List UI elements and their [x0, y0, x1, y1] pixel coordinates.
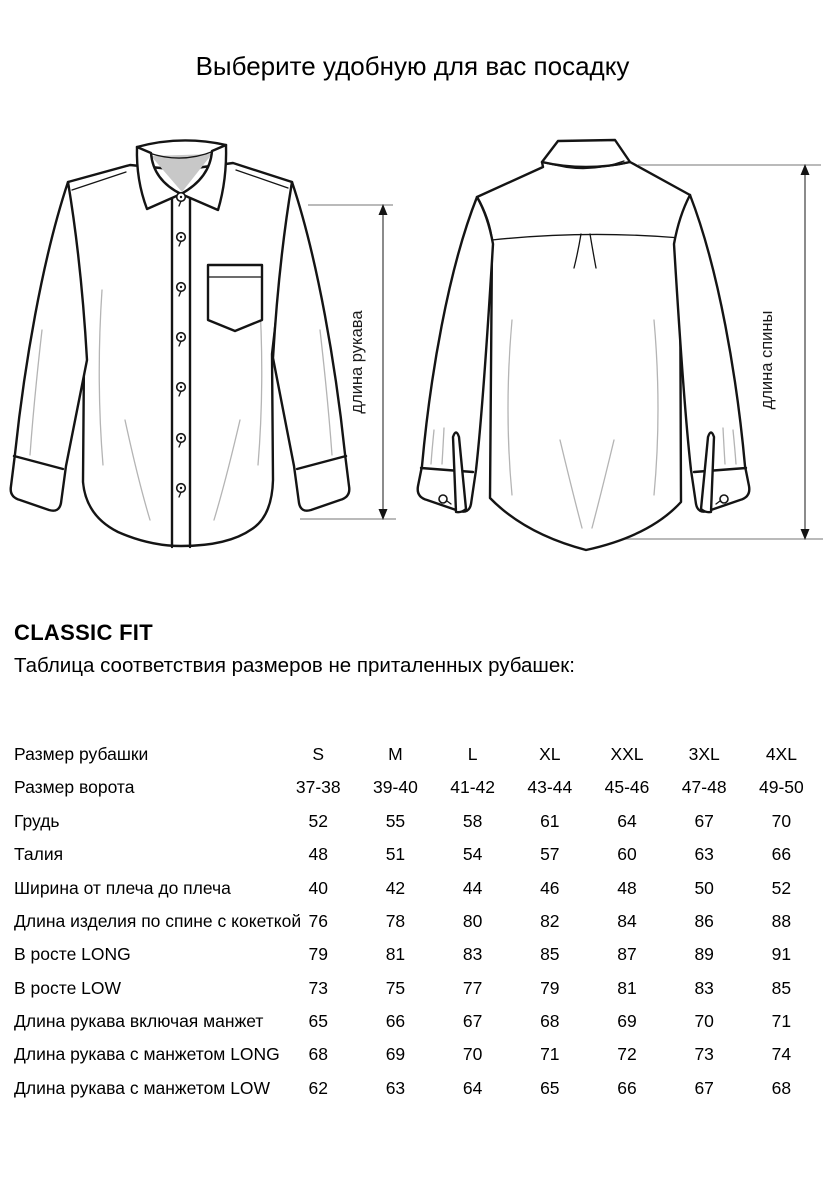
size-value: 68	[771, 1077, 792, 1098]
size-value: 87	[617, 944, 637, 965]
size-value: 81	[385, 944, 406, 965]
shirt-back-drawing	[400, 120, 825, 592]
size-value: 85	[771, 977, 792, 998]
row-label: Длина рукава с манжетом LOW	[14, 1077, 271, 1098]
size-value: 43-44	[527, 777, 573, 798]
size-value: 88	[771, 910, 792, 931]
size-value: 82	[540, 910, 560, 931]
shirt-drawings	[0, 120, 825, 592]
size-value: 40	[308, 877, 328, 898]
size-value: 69	[385, 1044, 406, 1065]
size-value: 3XL	[688, 743, 720, 764]
sleeve-length-label: длина рукава	[348, 310, 366, 414]
size-value: 85	[540, 944, 560, 965]
size-value: 67	[694, 1077, 714, 1098]
table-row	[14, 972, 820, 1005]
size-value: 66	[385, 1011, 406, 1032]
table-row	[14, 1072, 820, 1105]
table-row	[14, 938, 820, 971]
row-label: В росте LONG	[14, 944, 131, 965]
size-value: 78	[385, 910, 406, 931]
table-row	[14, 905, 820, 938]
back-length-label: длина спины	[758, 310, 776, 410]
size-value: 37-38	[295, 777, 341, 798]
front-chest-pocket	[208, 265, 262, 331]
table-row	[14, 771, 820, 804]
row-label: В росте LOW	[14, 977, 122, 998]
size-value: M	[388, 743, 403, 764]
row-label: Длина рукава с манжетом LONG	[14, 1044, 280, 1065]
size-table	[14, 738, 820, 1105]
size-value: 51	[385, 844, 406, 865]
size-value: 66	[617, 1077, 637, 1098]
size-value: 71	[540, 1044, 560, 1065]
size-value: 64	[462, 1077, 483, 1098]
table-row	[14, 872, 820, 905]
size-value: 52	[308, 810, 328, 831]
size-table-body	[14, 738, 820, 1105]
size-value: 70	[462, 1044, 483, 1065]
size-value: 68	[540, 1011, 560, 1032]
row-label: Длина рукава включая манжет	[14, 1011, 264, 1032]
size-value: S	[312, 743, 325, 764]
table-row	[14, 1039, 820, 1072]
size-value: L	[467, 743, 478, 764]
size-value: 58	[462, 810, 483, 831]
size-value: 48	[617, 877, 637, 898]
row-label: Грудь	[14, 810, 60, 831]
size-value: 81	[617, 977, 637, 998]
size-value: 83	[462, 944, 483, 965]
size-value: XL	[539, 743, 561, 764]
size-value: 74	[771, 1044, 792, 1065]
size-value: 65	[308, 1011, 328, 1032]
size-value: 39-40	[373, 777, 418, 798]
size-value: 77	[462, 977, 483, 998]
size-value: 52	[771, 877, 792, 898]
size-value: 73	[694, 1044, 714, 1065]
size-value: 66	[771, 844, 792, 865]
size-value: 64	[617, 810, 637, 831]
size-value: 67	[462, 1011, 483, 1032]
table-row	[14, 1005, 820, 1038]
size-value: 60	[617, 844, 637, 865]
size-value: 46	[540, 877, 560, 898]
shirt-front-drawing	[0, 120, 400, 592]
size-value: 91	[771, 944, 792, 965]
size-value: 63	[385, 1077, 406, 1098]
row-label: Размер рубашки	[14, 743, 149, 764]
size-value: 69	[617, 1011, 637, 1032]
size-value: 61	[540, 810, 560, 831]
size-value: 63	[694, 844, 714, 865]
page-title: Выберите удобную для вас посадку	[195, 51, 630, 81]
table-caption: Таблица соответствия размеров не приталенных рубашек:	[14, 654, 575, 677]
table-row	[14, 805, 820, 838]
size-value: 80	[462, 910, 483, 931]
size-value: 73	[308, 977, 328, 998]
size-value: 65	[540, 1077, 560, 1098]
table-row	[14, 838, 820, 871]
row-label: Ширина от плеча до плеча	[14, 877, 231, 898]
size-value: 45-46	[604, 777, 650, 798]
size-value: 49-50	[759, 777, 804, 798]
row-label: Размер ворота	[14, 777, 135, 798]
size-value: 83	[694, 977, 714, 998]
fit-heading: CLASSIC FIT	[14, 620, 153, 645]
size-value: 4XL	[765, 743, 797, 764]
size-value: 67	[694, 810, 714, 831]
size-value: 47-48	[681, 777, 727, 798]
size-value: 68	[308, 1044, 328, 1065]
size-value: 72	[617, 1044, 637, 1065]
size-value: 71	[771, 1011, 792, 1032]
back-collar	[542, 140, 630, 169]
size-value: 86	[694, 910, 714, 931]
size-value: 70	[694, 1011, 714, 1032]
back-shirt-body	[477, 162, 690, 550]
size-value: 41-42	[450, 777, 495, 798]
size-value: 89	[694, 944, 714, 965]
row-label: Талия	[14, 844, 64, 865]
size-value: 55	[385, 810, 406, 831]
size-value: 76	[308, 910, 328, 931]
size-value: 54	[462, 844, 483, 865]
size-value: 79	[540, 977, 560, 998]
size-value: 75	[385, 977, 406, 998]
size-value: 44	[462, 877, 483, 898]
table-row	[14, 738, 820, 771]
size-value: 42	[385, 877, 406, 898]
size-value: 70	[771, 810, 792, 831]
size-value: 50	[694, 877, 714, 898]
size-value: 84	[617, 910, 637, 931]
size-value: XXL	[610, 743, 644, 764]
size-value: 62	[308, 1077, 328, 1098]
row-label: Длина изделия по спине с кокеткой	[14, 910, 302, 931]
size-value: 48	[308, 844, 328, 865]
size-value: 57	[540, 844, 560, 865]
size-value: 79	[308, 944, 328, 965]
